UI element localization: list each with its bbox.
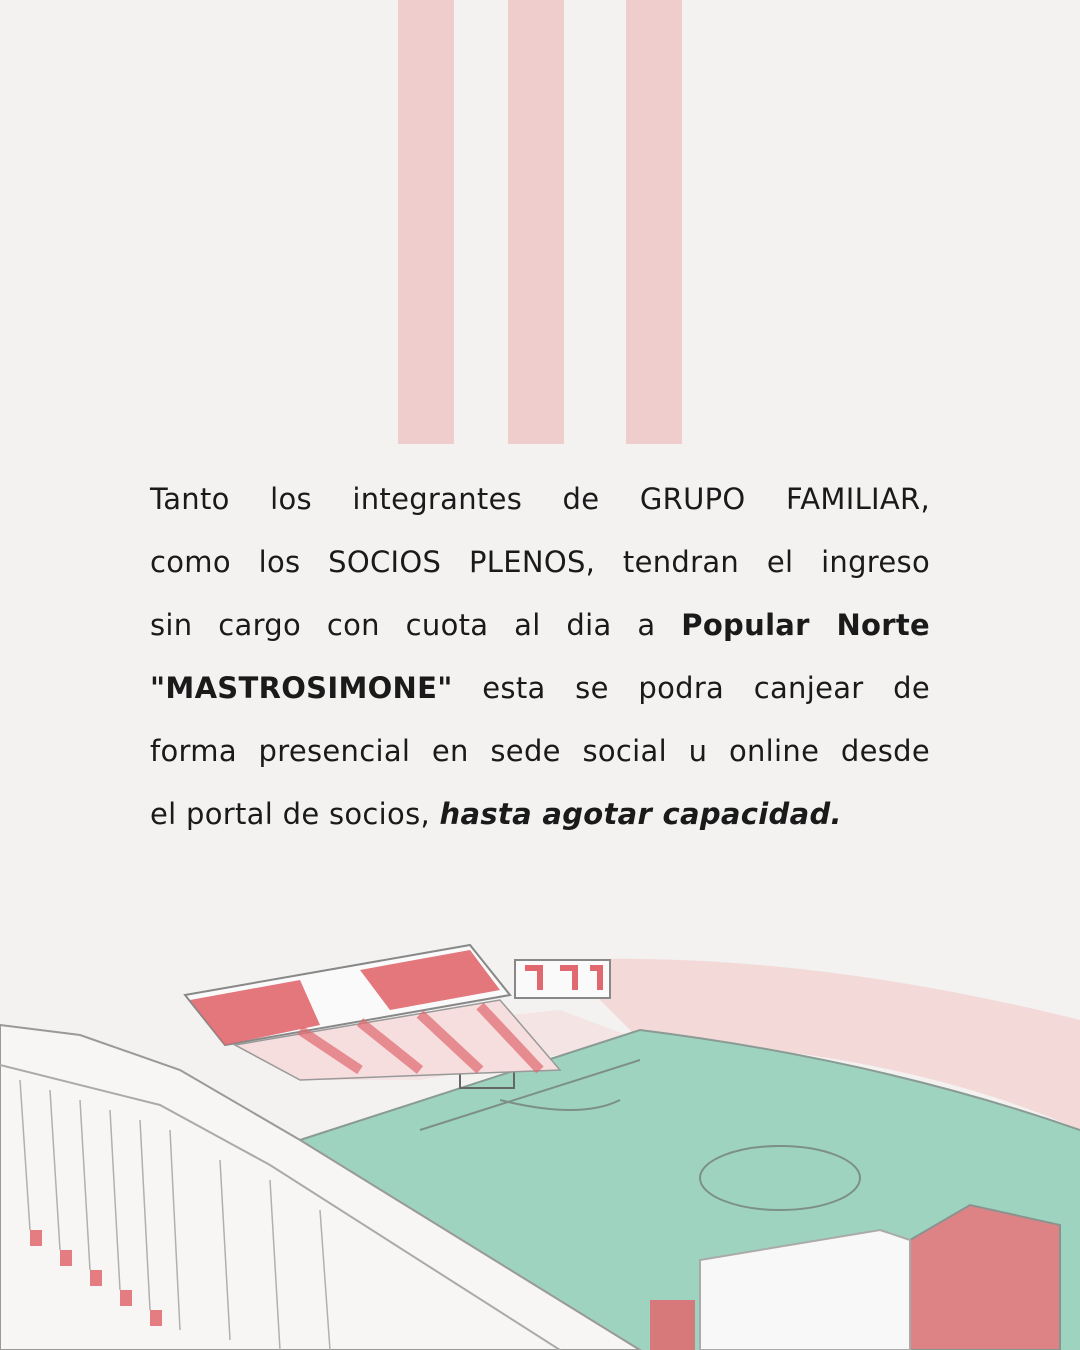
text-line-6-start: el portal de socios, bbox=[150, 797, 440, 831]
stand-nickname: "MASTROSIMONE" bbox=[150, 671, 453, 705]
capacity-note: hasta agotar capacidad. bbox=[439, 797, 842, 831]
text-line-5: forma presencial en sede social u online desde bbox=[150, 734, 930, 768]
text-line-6 bbox=[150, 783, 930, 846]
text-line-4-end: esta se podra canjear de bbox=[452, 671, 930, 705]
corner-building bbox=[910, 1205, 1060, 1350]
stadium-illustration bbox=[0, 930, 1080, 1350]
text-line-2: como los SOCIOS PLENOS, tendran el ingreso bbox=[150, 545, 930, 579]
decorative-stripe-3 bbox=[626, 0, 682, 444]
decorative-stripe-2 bbox=[508, 0, 564, 444]
announcement-text bbox=[150, 468, 930, 846]
text-line-4 bbox=[150, 657, 930, 720]
decorative-stripe-1 bbox=[398, 0, 454, 444]
text-line-3-start: sin cargo con cuota al dia a bbox=[150, 608, 682, 642]
red-block bbox=[650, 1300, 695, 1350]
stand-name: Popular Norte bbox=[681, 608, 930, 642]
text-line-1: Tanto los integrantes de GRUPO FAMILIAR, bbox=[150, 482, 930, 516]
text-line-3 bbox=[150, 594, 930, 657]
